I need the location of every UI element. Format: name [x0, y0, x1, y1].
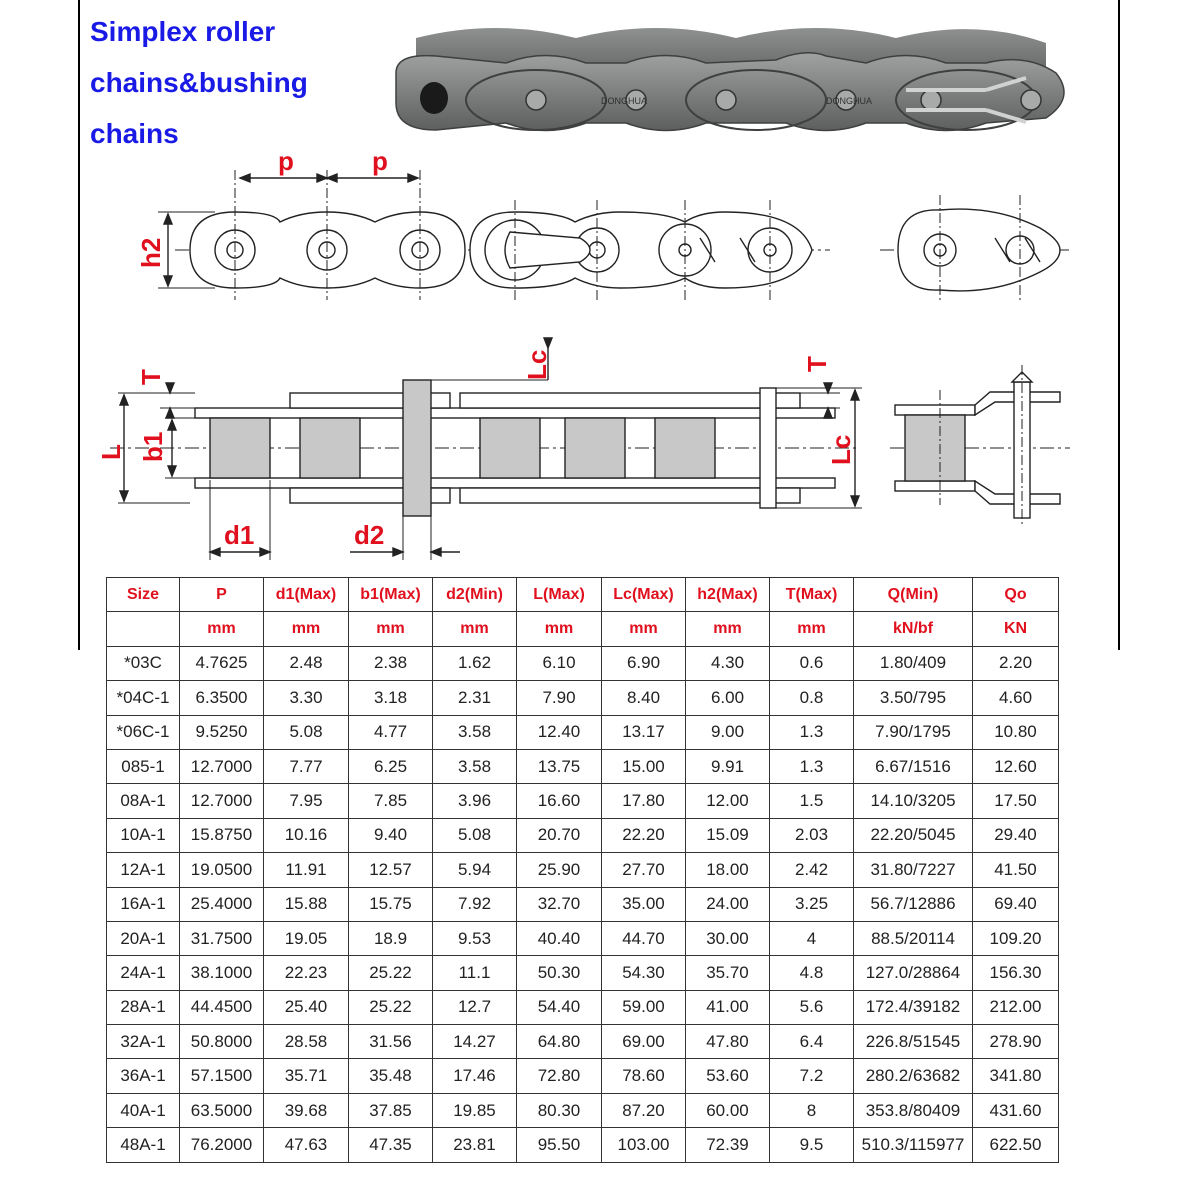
table-header — [107, 578, 1059, 647]
table-cell: 24A-1 — [107, 956, 180, 990]
table-cell: 40A-1 — [107, 1093, 180, 1127]
table-cell: 8 — [770, 1093, 854, 1127]
column-unit: KN — [973, 612, 1059, 646]
table-row — [107, 784, 1059, 818]
table-cell: 59.00 — [602, 990, 686, 1024]
table-cell: 10.16 — [264, 818, 349, 852]
table-cell: 5.08 — [433, 818, 517, 852]
table-cell: 35.48 — [349, 1059, 433, 1093]
table-cell: 4.60 — [973, 681, 1059, 715]
column-unit: mm — [180, 612, 264, 646]
table-cell: 32A-1 — [107, 1025, 180, 1059]
table-cell: 12.7 — [433, 990, 517, 1024]
table-body — [107, 646, 1059, 1162]
table-cell: 15.75 — [349, 887, 433, 921]
table-cell: 36A-1 — [107, 1059, 180, 1093]
plate-stamp: DONGHUA — [826, 96, 873, 106]
table-cell: 353.8/80409 — [854, 1093, 973, 1127]
table-cell: 9.5250 — [180, 715, 264, 749]
table-cell: 25.22 — [349, 956, 433, 990]
table-row — [107, 1128, 1059, 1162]
column-header: L(Max) — [517, 578, 602, 612]
table-cell: 3.25 — [770, 887, 854, 921]
table-cell: 19.85 — [433, 1093, 517, 1127]
label-d1: d1 — [224, 520, 255, 550]
table-cell: 20A-1 — [107, 921, 180, 955]
table-row — [107, 681, 1059, 715]
title-line-1: Simplex roller — [90, 16, 276, 47]
table-row — [107, 990, 1059, 1024]
table-cell: 7.85 — [349, 784, 433, 818]
table-cell: 3.18 — [349, 681, 433, 715]
table-cell: 63.5000 — [180, 1093, 264, 1127]
table-cell: 6.67/1516 — [854, 749, 973, 783]
table-row — [107, 749, 1059, 783]
table-cell: 4.7625 — [180, 646, 264, 680]
title-line-3: chains — [90, 118, 179, 149]
table-cell: 11.91 — [264, 853, 349, 887]
table-cell: 103.00 — [602, 1128, 686, 1162]
table-cell: 1.80/409 — [854, 646, 973, 680]
table-cell: 3.30 — [264, 681, 349, 715]
table-row — [107, 887, 1059, 921]
table-cell: 6.90 — [602, 646, 686, 680]
column-unit: mm — [264, 612, 349, 646]
table-cell: 5.6 — [770, 990, 854, 1024]
table-cell: 17.80 — [602, 784, 686, 818]
table-cell: 72.39 — [686, 1128, 770, 1162]
table-cell: 25.90 — [517, 853, 602, 887]
title-line-2: chains&bushing — [90, 67, 308, 98]
table-cell: 88.5/20114 — [854, 921, 973, 955]
table-cell: 76.2000 — [180, 1128, 264, 1162]
table-cell: 47.80 — [686, 1025, 770, 1059]
table-cell: 2.38 — [349, 646, 433, 680]
table-cell: 6.4 — [770, 1025, 854, 1059]
table-cell: 15.88 — [264, 887, 349, 921]
table-cell: 15.09 — [686, 818, 770, 852]
table-cell: 4.30 — [686, 646, 770, 680]
table-cell: 127.0/28864 — [854, 956, 973, 990]
table-cell: 16A-1 — [107, 887, 180, 921]
table-row — [107, 1025, 1059, 1059]
spec-table — [106, 577, 1059, 1163]
table-cell: 37.85 — [349, 1093, 433, 1127]
table-cell: 622.50 — [973, 1128, 1059, 1162]
table-cell: 22.20 — [602, 818, 686, 852]
chain-drawing — [0, 0, 1200, 575]
table-row — [107, 853, 1059, 887]
column-unit: mm — [686, 612, 770, 646]
table-cell: 10A-1 — [107, 818, 180, 852]
table-cell: 2.42 — [770, 853, 854, 887]
table-cell: 10.80 — [973, 715, 1059, 749]
table-cell: 31.56 — [349, 1025, 433, 1059]
label-t-right: T — [802, 356, 832, 372]
column-unit: kN/bf — [854, 612, 973, 646]
chain-plan-view — [110, 338, 862, 560]
header-row — [107, 578, 1059, 612]
table-cell: 7.77 — [264, 749, 349, 783]
label-pitch-2: p — [372, 146, 388, 176]
table-cell: 47.35 — [349, 1128, 433, 1162]
table-cell: 3.58 — [433, 749, 517, 783]
table-cell: 38.1000 — [180, 956, 264, 990]
table-cell: 1.3 — [770, 749, 854, 783]
table-cell: 14.10/3205 — [854, 784, 973, 818]
label-d2: d2 — [354, 520, 385, 550]
table-cell: 35.71 — [264, 1059, 349, 1093]
table-cell: 510.3/115977 — [854, 1128, 973, 1162]
table-cell: 72.80 — [517, 1059, 602, 1093]
table-cell: 12A-1 — [107, 853, 180, 887]
table-cell: 3.50/795 — [854, 681, 973, 715]
table-cell: 278.90 — [973, 1025, 1059, 1059]
table-cell: 2.20 — [973, 646, 1059, 680]
table-cell: 4.77 — [349, 715, 433, 749]
column-header: h2(Max) — [686, 578, 770, 612]
table-cell: 431.60 — [973, 1093, 1059, 1127]
table-cell: 12.57 — [349, 853, 433, 887]
column-unit: mm — [517, 612, 602, 646]
column-header: d2(Min) — [433, 578, 517, 612]
table-cell: 9.40 — [349, 818, 433, 852]
table-cell: 085-1 — [107, 749, 180, 783]
table-cell: 25.40 — [264, 990, 349, 1024]
table-cell: 11.1 — [433, 956, 517, 990]
table-cell: 9.5 — [770, 1128, 854, 1162]
label-h2: h2 — [136, 237, 166, 268]
column-unit: mm — [770, 612, 854, 646]
table-cell: 25.22 — [349, 990, 433, 1024]
table-row — [107, 715, 1059, 749]
column-header: Size — [107, 578, 180, 612]
table-cell: *06C-1 — [107, 715, 180, 749]
chain-plan-end-view — [890, 365, 1070, 525]
table-cell: 19.05 — [264, 921, 349, 955]
table-cell: 6.00 — [686, 681, 770, 715]
table-cell: 35.00 — [602, 887, 686, 921]
label-pitch-1: p — [278, 146, 294, 176]
column-unit: mm — [433, 612, 517, 646]
table-cell: 27.70 — [602, 853, 686, 887]
table-cell: 7.90/1795 — [854, 715, 973, 749]
label-lc-right: Lc — [826, 434, 856, 465]
table-cell: 5.08 — [264, 715, 349, 749]
table-cell: 12.60 — [973, 749, 1059, 783]
table-cell: 172.4/39182 — [854, 990, 973, 1024]
table-cell: 15.8750 — [180, 818, 264, 852]
table-cell: 2.03 — [770, 818, 854, 852]
table-cell: 18.00 — [686, 853, 770, 887]
column-header: Q(Min) — [854, 578, 973, 612]
table-row — [107, 646, 1059, 680]
table-cell: 18.9 — [349, 921, 433, 955]
table-cell: 2.48 — [264, 646, 349, 680]
table-cell: 8.40 — [602, 681, 686, 715]
table-cell: 12.7000 — [180, 784, 264, 818]
table-cell: 17.46 — [433, 1059, 517, 1093]
label-b1: b1 — [138, 431, 168, 462]
table-cell: 109.20 — [973, 921, 1059, 955]
column-header: b1(Max) — [349, 578, 433, 612]
table-cell: 57.1500 — [180, 1059, 264, 1093]
table-cell: 39.68 — [264, 1093, 349, 1127]
table-cell: 5.94 — [433, 853, 517, 887]
table-cell: 19.0500 — [180, 853, 264, 887]
table-cell: 32.70 — [517, 887, 602, 921]
table-cell: 6.3500 — [180, 681, 264, 715]
table-cell: 12.00 — [686, 784, 770, 818]
table-cell: 12.7000 — [180, 749, 264, 783]
table-cell: 341.80 — [973, 1059, 1059, 1093]
plate-stamp: DONGHUA — [601, 96, 648, 106]
table-cell: 12.40 — [517, 715, 602, 749]
table-cell: 17.50 — [973, 784, 1059, 818]
table-cell: 53.60 — [686, 1059, 770, 1093]
table-row — [107, 818, 1059, 852]
table-cell: 35.70 — [686, 956, 770, 990]
table-cell: 0.8 — [770, 681, 854, 715]
label-lc-top: Lc — [522, 349, 552, 380]
table-cell: 47.63 — [264, 1128, 349, 1162]
column-unit: mm — [349, 612, 433, 646]
table-row — [107, 1059, 1059, 1093]
table-cell: 6.10 — [517, 646, 602, 680]
table-cell: 95.50 — [517, 1128, 602, 1162]
table-cell: 13.17 — [602, 715, 686, 749]
table-cell: 0.6 — [770, 646, 854, 680]
column-header: T(Max) — [770, 578, 854, 612]
table-cell: 80.30 — [517, 1093, 602, 1127]
table-cell: 9.53 — [433, 921, 517, 955]
table-cell: 20.70 — [517, 818, 602, 852]
table-cell: 69.40 — [973, 887, 1059, 921]
table-cell: 2.31 — [433, 681, 517, 715]
table-cell: 48A-1 — [107, 1128, 180, 1162]
table-cell: 1.5 — [770, 784, 854, 818]
table-row — [107, 921, 1059, 955]
table-cell: 28.58 — [264, 1025, 349, 1059]
table-cell: 08A-1 — [107, 784, 180, 818]
table-cell: 7.95 — [264, 784, 349, 818]
table-cell: 15.00 — [602, 749, 686, 783]
table-cell: 6.25 — [349, 749, 433, 783]
column-header: Lc(Max) — [602, 578, 686, 612]
table-cell: 69.00 — [602, 1025, 686, 1059]
table-cell: 78.60 — [602, 1059, 686, 1093]
table-cell: 4 — [770, 921, 854, 955]
table-cell: 4.8 — [770, 956, 854, 990]
column-unit — [107, 612, 180, 646]
column-header: Qo — [973, 578, 1059, 612]
table-row — [107, 956, 1059, 990]
table-cell: 40.40 — [517, 921, 602, 955]
table-cell: 28A-1 — [107, 990, 180, 1024]
table-cell: 87.20 — [602, 1093, 686, 1127]
table-cell: 54.40 — [517, 990, 602, 1024]
table-cell: 3.58 — [433, 715, 517, 749]
table-cell: 22.23 — [264, 956, 349, 990]
table-cell: 1.3 — [770, 715, 854, 749]
table-cell: 7.90 — [517, 681, 602, 715]
table-cell: 31.7500 — [180, 921, 264, 955]
table-cell: 50.30 — [517, 956, 602, 990]
table-cell: 44.70 — [602, 921, 686, 955]
table-cell: *03C — [107, 646, 180, 680]
table-cell: 23.81 — [433, 1128, 517, 1162]
table-cell: 3.96 — [433, 784, 517, 818]
table-row — [107, 1093, 1059, 1127]
label-t-left: T — [136, 369, 166, 385]
table-cell: 64.80 — [517, 1025, 602, 1059]
table-cell: 280.2/63682 — [854, 1059, 973, 1093]
column-unit: mm — [602, 612, 686, 646]
table-cell: 7.92 — [433, 887, 517, 921]
table-cell: 14.27 — [433, 1025, 517, 1059]
table-cell: 41.00 — [686, 990, 770, 1024]
table-cell: 9.00 — [686, 715, 770, 749]
table-cell: 24.00 — [686, 887, 770, 921]
table-cell: 7.2 — [770, 1059, 854, 1093]
table-cell: *04C-1 — [107, 681, 180, 715]
table-cell: 226.8/51545 — [854, 1025, 973, 1059]
table-cell: 22.20/5045 — [854, 818, 973, 852]
table-cell: 29.40 — [973, 818, 1059, 852]
table-cell: 44.4500 — [180, 990, 264, 1024]
table-cell: 54.30 — [602, 956, 686, 990]
table-cell: 56.7/12886 — [854, 887, 973, 921]
label-l: L — [96, 444, 126, 460]
table-cell: 212.00 — [973, 990, 1059, 1024]
table-cell: 25.4000 — [180, 887, 264, 921]
table-cell: 156.30 — [973, 956, 1059, 990]
column-header: P — [180, 578, 264, 612]
table-cell: 50.8000 — [180, 1025, 264, 1059]
chain-end-view — [880, 195, 1070, 300]
table-cell: 60.00 — [686, 1093, 770, 1127]
column-header: d1(Max) — [264, 578, 349, 612]
table-cell: 31.80/7227 — [854, 853, 973, 887]
table-cell: 41.50 — [973, 853, 1059, 887]
table-cell: 16.60 — [517, 784, 602, 818]
table-cell: 1.62 — [433, 646, 517, 680]
table-cell: 9.91 — [686, 749, 770, 783]
unit-row — [107, 612, 1059, 646]
table-cell: 13.75 — [517, 749, 602, 783]
table-cell: 30.00 — [686, 921, 770, 955]
chain-side-view — [158, 170, 830, 300]
